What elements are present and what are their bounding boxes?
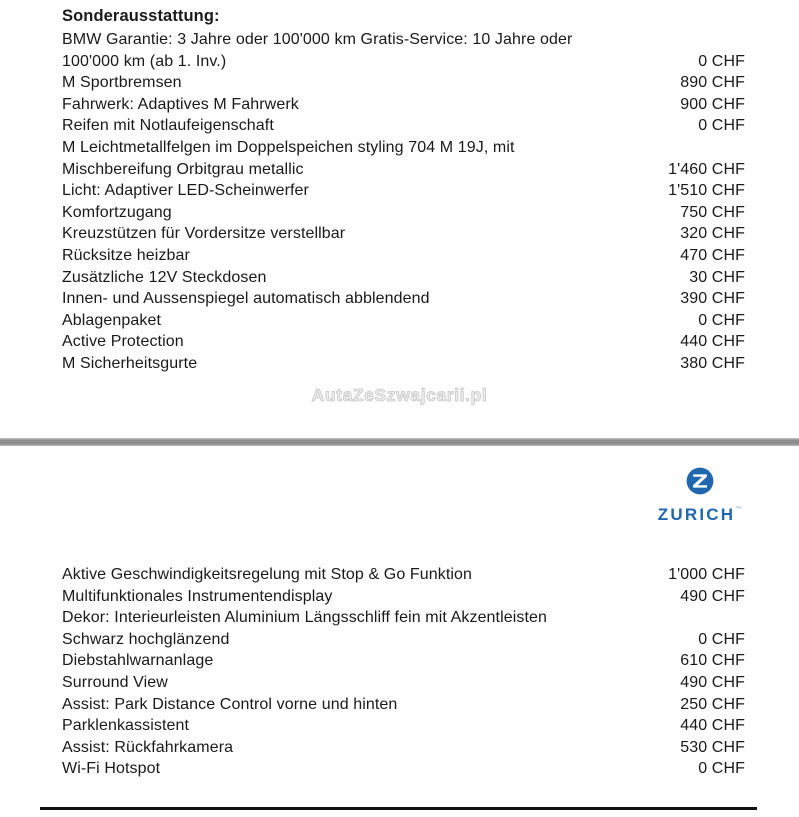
equipment-row — [62, 180, 745, 202]
item-price: 0 CHF — [698, 117, 745, 135]
item-label — [62, 650, 668, 672]
equipment-row — [62, 758, 745, 780]
item-price: 490 CHF — [680, 587, 745, 605]
item-price: 530 CHF — [680, 738, 745, 756]
equipment-row — [62, 202, 745, 224]
item-label — [62, 288, 668, 310]
item-price: 470 CHF — [680, 246, 745, 264]
item-label — [62, 331, 668, 353]
equipment-row — [62, 586, 745, 608]
item-label — [62, 180, 656, 202]
equipment-rows-bottom — [62, 564, 745, 780]
item-price: 1'000 CHF — [668, 566, 745, 583]
item-label-line: BMW Garantie: 3 Jahre oder 100'000 km Gratis-Service: 10 Jahre oder — [62, 31, 573, 48]
item-label-line: Surround View — [62, 673, 168, 691]
item-label-line: Active Protection — [62, 333, 184, 351]
item-label — [62, 586, 668, 608]
item-label — [62, 29, 686, 72]
item-label — [62, 694, 668, 716]
item-price: 0 CHF — [698, 760, 745, 778]
item-label-line: Wi-Fi Hotspot — [62, 760, 161, 778]
item-label-line: Aktive Geschwindigkeitsregelung mit Stop & Go Funktion — [62, 566, 473, 583]
equipment-row — [62, 245, 745, 267]
special-equipment-list-top — [62, 5, 745, 375]
item-label — [62, 564, 656, 586]
item-label-line: Assist: Rückfahrkamera — [62, 738, 234, 756]
zurich-logo — [643, 466, 757, 524]
bottom-rule — [40, 807, 757, 810]
equipment-row — [62, 94, 745, 116]
equipment-row — [62, 310, 745, 332]
equipment-rows-top — [62, 29, 745, 375]
equipment-row — [62, 737, 745, 759]
item-label-line: M Sicherheitsgurte — [62, 354, 198, 372]
item-label-line: Schwarz hochglänzend — [62, 630, 230, 648]
equipment-row — [62, 267, 745, 289]
item-label — [62, 715, 668, 737]
equipment-row — [62, 223, 745, 245]
item-label — [62, 245, 668, 267]
trademark-mark: ™ — [735, 506, 743, 513]
equipment-row — [62, 72, 745, 94]
item-label — [62, 310, 686, 332]
item-label — [62, 607, 686, 650]
item-price: 890 CHF — [680, 74, 745, 92]
item-label-line: Dekor: Interieurleisten Aluminium Längsschliff fein mit Akzentleisten — [62, 609, 548, 627]
item-label-line: Assist: Park Distance Control vorne und hinten — [62, 695, 398, 713]
item-label-line: Ablagenpaket — [62, 311, 162, 329]
item-label — [62, 137, 656, 180]
item-price: 750 CHF — [680, 203, 745, 221]
item-label — [62, 223, 668, 245]
watermark-text: AutaZeSzwajcarii.pl — [311, 385, 488, 405]
item-label — [62, 672, 668, 694]
item-price: 440 CHF — [680, 717, 745, 735]
equipment-row — [62, 353, 745, 375]
zurich-z-icon — [685, 466, 715, 496]
item-label-line: Komfortzugang — [62, 203, 172, 221]
item-price: 440 CHF — [680, 333, 745, 351]
item-label-line: Zusätzliche 12V Steckdosen — [62, 268, 267, 286]
section-heading: Sonderausstattung: — [62, 7, 220, 25]
item-label — [62, 72, 668, 94]
item-label — [62, 353, 668, 375]
item-price: 30 CHF — [689, 268, 745, 286]
item-label — [62, 267, 677, 289]
item-label — [62, 758, 686, 780]
item-label-line: Fahrwerk: Adaptives M Fahrwerk — [62, 95, 299, 113]
equipment-row — [62, 607, 745, 650]
item-price: 250 CHF — [680, 695, 745, 713]
item-price: 0 CHF — [698, 52, 745, 70]
item-label — [62, 115, 686, 137]
item-price: 380 CHF — [680, 354, 745, 372]
item-price: 390 CHF — [680, 290, 745, 308]
item-price: 900 CHF — [680, 95, 745, 113]
page-divider-bar — [0, 438, 799, 446]
item-label — [62, 202, 668, 224]
item-price: 1'510 CHF — [668, 182, 745, 200]
item-price: 0 CHF — [698, 311, 745, 329]
item-label-line: Licht: Adaptiver LED-Scheinwerfer — [62, 182, 309, 200]
item-price: 490 CHF — [680, 673, 745, 691]
item-label-line: Diebstahlwarnanlage — [62, 652, 214, 670]
equipment-row — [62, 29, 745, 72]
equipment-row — [62, 650, 745, 672]
item-label-line: M Leichtmetallfelgen im Doppelspeichen styling 704 M 19J, mit — [62, 138, 515, 156]
equipment-row — [62, 694, 745, 716]
equipment-row — [62, 564, 745, 586]
equipment-row — [62, 672, 745, 694]
item-label-line: Reifen mit Notlaufeigenschaft — [62, 117, 274, 135]
equipment-row — [62, 331, 745, 353]
equipment-row — [62, 288, 745, 310]
equipment-row — [62, 715, 745, 737]
zurich-wordmark — [643, 501, 757, 524]
item-label-line: Kreuzstützen für Vordersitze verstellbar — [62, 225, 346, 243]
item-label — [62, 737, 668, 759]
item-price: 320 CHF — [680, 225, 745, 243]
item-price: 610 CHF — [680, 652, 745, 670]
item-label-line: Rücksitze heizbar — [62, 246, 190, 264]
item-label-line: Parklenkassistent — [62, 717, 190, 735]
equipment-row — [62, 115, 745, 137]
item-label-line: 100'000 km (ab 1. Inv.) — [62, 52, 227, 70]
zurich-brand-text: ZURICH — [657, 505, 736, 524]
item-label-line: Innen- und Aussenspiegel automatisch abblendend — [62, 290, 430, 308]
item-label — [62, 94, 668, 116]
item-label-line: Multifunktionales Instrumentendisplay — [62, 587, 333, 605]
equipment-row — [62, 137, 745, 180]
special-equipment-list-bottom — [62, 564, 745, 780]
item-label-line: M Sportbremsen — [62, 74, 182, 92]
item-price: 1'460 CHF — [668, 160, 745, 178]
item-price: 0 CHF — [698, 630, 745, 648]
item-label-line: Mischbereifung Orbitgrau metallic — [62, 160, 304, 178]
